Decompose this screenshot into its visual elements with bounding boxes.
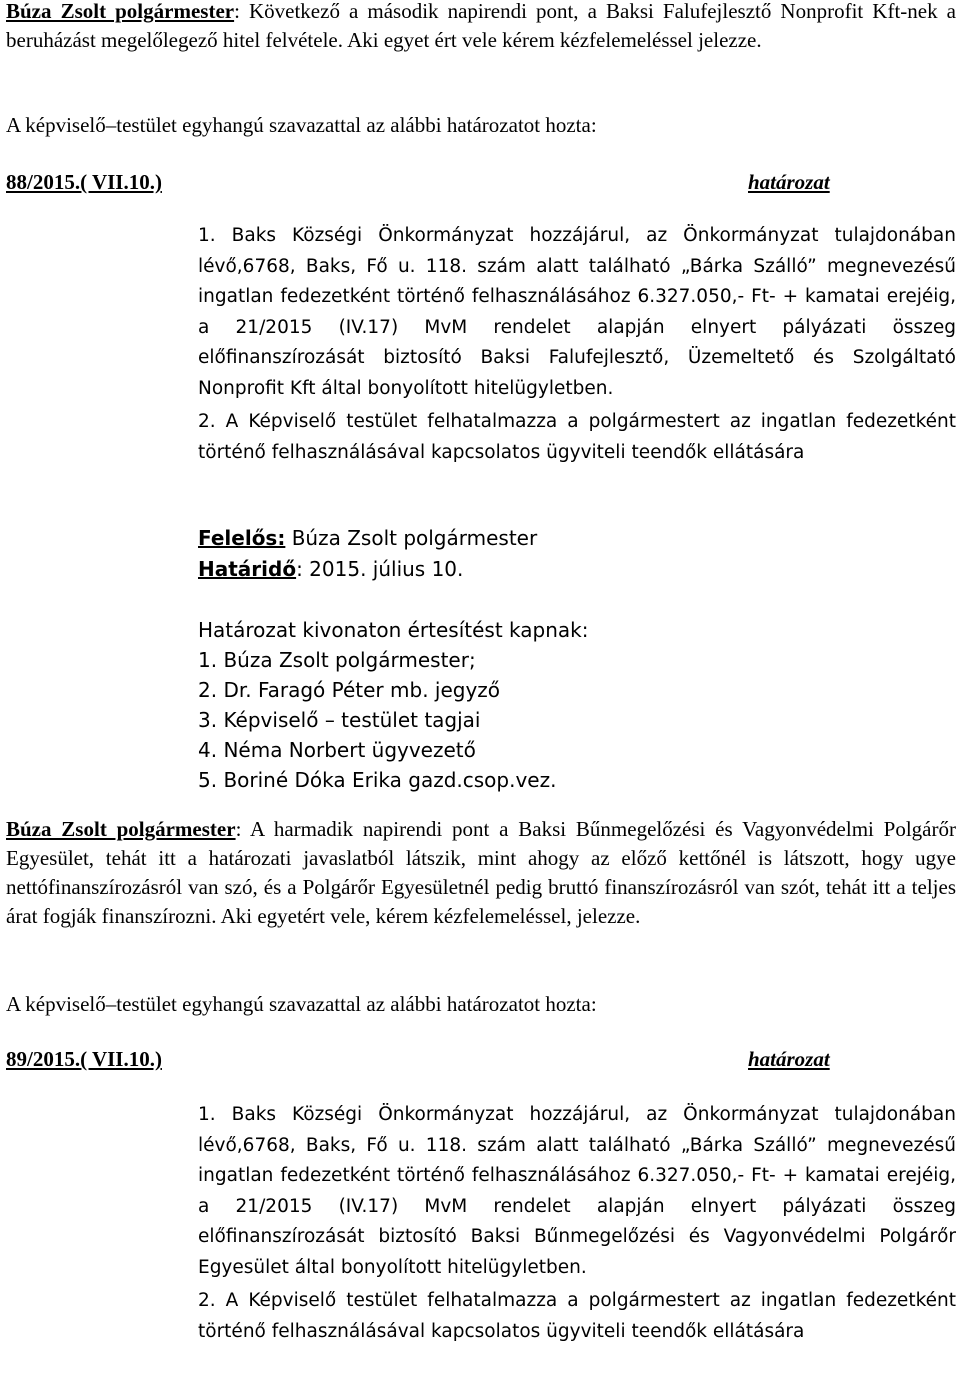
resolution-point-2: 2. A Képviselő testület felhatalmazza a polgármestert az ingatlan fedezetként történő felhasználásával kapcsolatos ügyviteli teendők ellátására: [198, 1290, 956, 1342]
speech-paragraph-1: [6, 0, 956, 55]
responsible-value: Búza Zsolt polgármester: [285, 526, 538, 550]
deadline-line: [198, 554, 898, 585]
speech-text: : A harmadik napirendi pont a Baksi Bűnmegelőzési és Vagyonvédelmi Polgárőr Egyesület, tehát itt a határozati javaslatból látszik, mint ahogy az előző kettőnél is látszott, hogy ugye nettófinanszírozásról van szó, és a Polgárőr Egyesületnél pedig bruttó finanszírozásról van szót, tehát itt a teljes árat fogják finanszírozni. Aki egyetért vele, kérem kézfelemeléssel, jelezze.: [6, 817, 956, 928]
vote-line: A képviselő–testület egyhangú szavazattal az alábbi határozatot hozta:: [6, 992, 597, 1016]
deadline-label: Határidő: [198, 557, 297, 581]
vote-line: A képviselő–testület egyhangú szavazattal az alábbi határozatot hozta:: [6, 113, 597, 137]
speaker-name: Búza Zsolt polgármester: [6, 0, 235, 23]
resolution-label: határozat: [748, 1047, 830, 1071]
speaker-name: Búza Zsolt polgármester: [6, 817, 236, 841]
resolution-number: 89/2015.( VII.10.): [6, 1047, 162, 1071]
recipient-item: 3. Képviselő – testület tagjai: [198, 708, 481, 732]
recipient-item: 5. Boriné Dóka Erika gazd.csop.vez.: [198, 768, 557, 792]
responsible-label: Felelős:: [198, 526, 286, 550]
speech-text: : Következő a második napirendi pont, a Baksi Falufejlesztő Nonprofit Kft-nek a beruházást megelőlegező hitel felvétele. Aki egyet ért vele kérem kézfelemeléssel jelezze.: [6, 0, 956, 52]
resolution-point-1: 1. Baks Községi Önkormányzat hozzájárul, az Önkormányzat tulajdonában lévő,6768, Baks, Fő u. 118. szám alatt található „Bárka Szálló” megnevezésű ingatlan fedezetként történő felhasználásához 6.327.050,- Ft- + kamatai erejéig, a 21/2015 (IV.17) MvM rendelet alapján elnyert pályázati összeg előfinanszírozását biztosító Baksi Bűnmegelőzési és Vagyonvédelmi Polgárőr Egyesület által bonyolított hitelügyletben.: [198, 1104, 956, 1278]
resolution-number: 88/2015.( VII.10.): [6, 170, 162, 194]
resolution-label: határozat: [748, 170, 830, 194]
recipient-item: 4. Néma Norbert ügyvezető: [198, 738, 476, 762]
recipient-item: 2. Dr. Faragó Péter mb. jegyző: [198, 678, 501, 702]
responsible-line: [198, 523, 898, 554]
speech-paragraph-2: [6, 815, 956, 931]
recipients-block: [198, 615, 898, 795]
deadline-value: : 2015. július 10.: [296, 557, 464, 581]
resolution-point-2: 2. A Képviselő testület felhatalmazza a polgármestert az ingatlan fedezetként történő felhasználásával kapcsolatos ügyviteli teendők ellátására: [198, 411, 956, 463]
resolution-point-1: 1. Baks Községi Önkormányzat hozzájárul, az Önkormányzat tulajdonában lévő,6768, Baks, Fő u. 118. szám alatt található „Bárka Szálló” megnevezésű ingatlan fedezetként történő felhasználásához 6.327.050,- Ft- + kamatai erejéig, a 21/2015 (IV.17) MvM rendelet alapján elnyert pályázati összeg előfinanszírozását biztosító Baksi Falufejlesztő, Üzemeltető és Szolgáltató Nonprofit Kft által bonyolított hitelügyletben.: [198, 225, 956, 399]
recipients-title: Határozat kivonaton értesítést kapnak:: [198, 618, 589, 642]
recipient-item: 1. Búza Zsolt polgármester;: [198, 648, 476, 672]
